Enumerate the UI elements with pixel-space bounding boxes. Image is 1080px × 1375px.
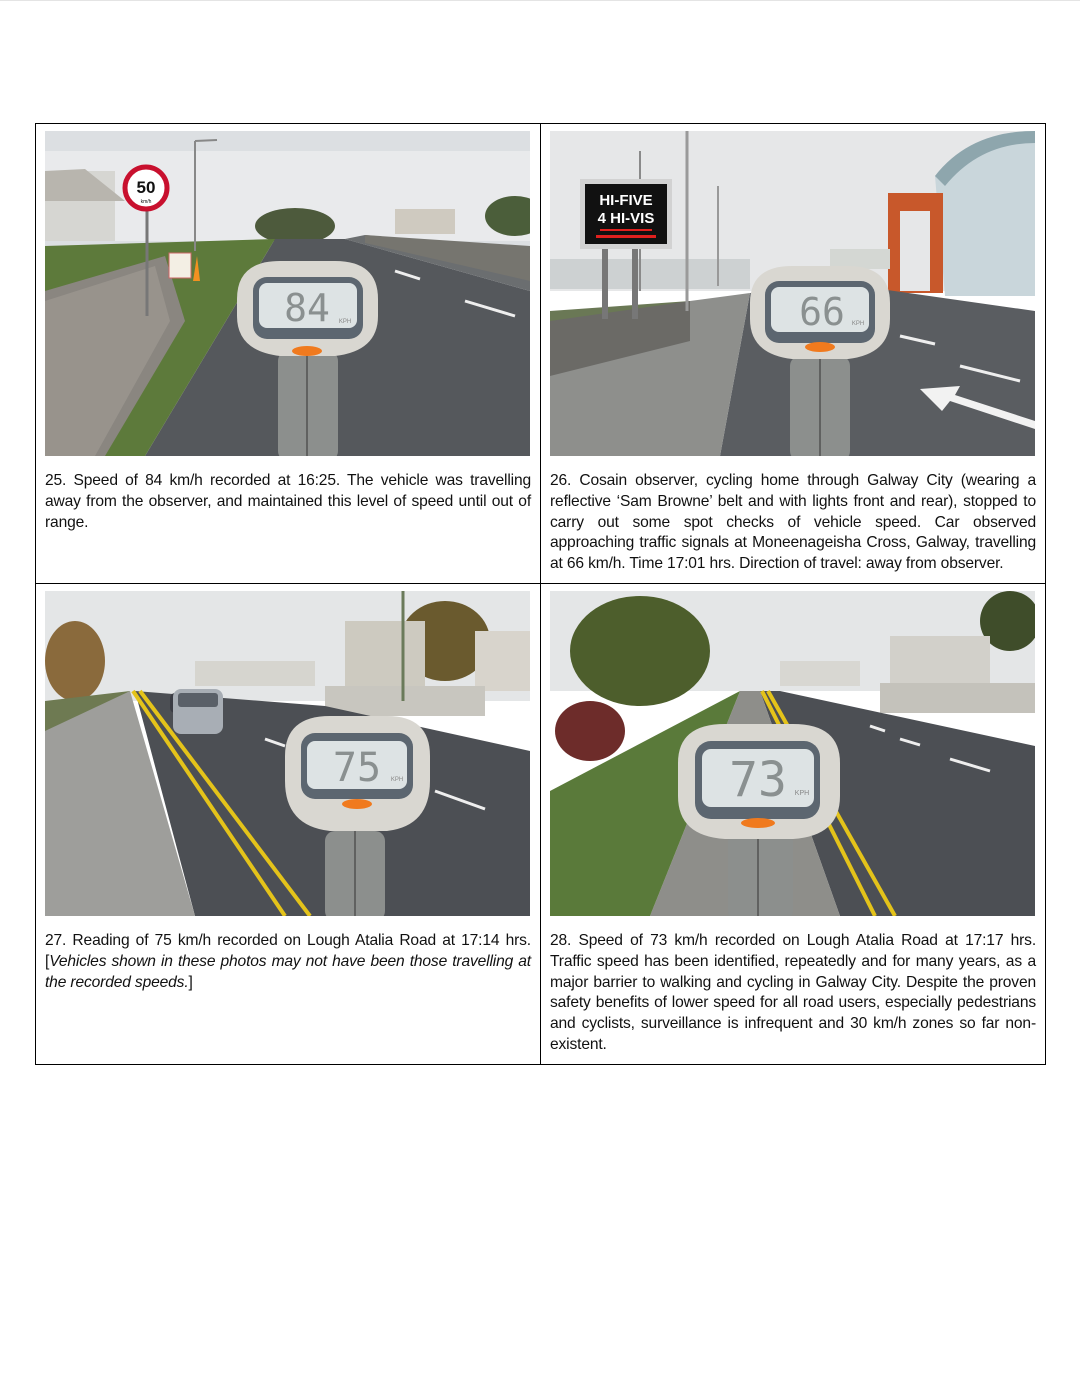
meter-reading: 73 [729, 751, 787, 808]
photo-caption-26: 26. Cosain observer, cycling home through Galway City (wearing a reflective ‘Sam Browne’ belt and with lights front and rear), stopped to carry out some spot checks of vehicle speed. Car observed approaching traffic signals at Moneenageisha Cross, Galway, travelling at 66 km/h. Time 17:01 hrs. Direction of travel: away from observer. [550, 472, 1036, 573]
meter-unit: KPH [338, 319, 352, 325]
photo-grid [35, 123, 1046, 1065]
meter-unit: KPH [794, 789, 810, 797]
photo-26 [550, 131, 1035, 456]
meter-reading: 84 [284, 286, 330, 330]
meter-unit: KPH [390, 776, 404, 783]
caption-27-main: 27. Reading of 75 km/h recorded on Lough Atalia Road at 17:14 hrs. [ [45, 931, 531, 970]
caption-27-end: ] [188, 973, 193, 991]
meter-unit: KPH [851, 321, 865, 327]
photo-27 [45, 591, 530, 916]
speed-limit-unit: km/h [140, 199, 152, 205]
meter-reading: 66 [799, 290, 845, 334]
caption-27-italic: Vehicles shown in these photos may not have been those travelling at the recorded speeds. [45, 952, 531, 991]
billboard-line-2: 4 HI-VIS [597, 210, 655, 227]
hi-vis-billboard [580, 179, 672, 249]
photo-caption-28: 28. Speed of 73 km/h recorded on Lough Atalia Road at 17:17 hrs. Traffic speed has been identified, repeatedly and for many years, as a major barrier to walking and cycling in Galway City. Despite the proven safety benefits of lower speed for all road users, especially pedestrians and cyclists, surveillance is infrequent and 30 km/h zones so far non-existent. [550, 931, 1036, 1053]
photo-25 [45, 131, 530, 456]
photo-cell-26 [541, 124, 1046, 584]
photo-caption-27 [45, 931, 531, 993]
photo-caption-25: 25. Speed of 84 km/h recorded at 16:25. The vehicle was travelling away from the observer, and maintained this level of speed until out of range. [45, 472, 531, 531]
billboard-line-1: HI-FIVE [599, 192, 653, 209]
meter-reading: 75 [332, 744, 382, 791]
photo-cell-27 [36, 583, 541, 1064]
speed-limit-value: 50 [136, 178, 156, 197]
photo-cell-25 [36, 124, 541, 584]
photo-28 [550, 591, 1035, 916]
page-top-rule [0, 0, 1080, 1]
photo-cell-28 [541, 583, 1046, 1064]
